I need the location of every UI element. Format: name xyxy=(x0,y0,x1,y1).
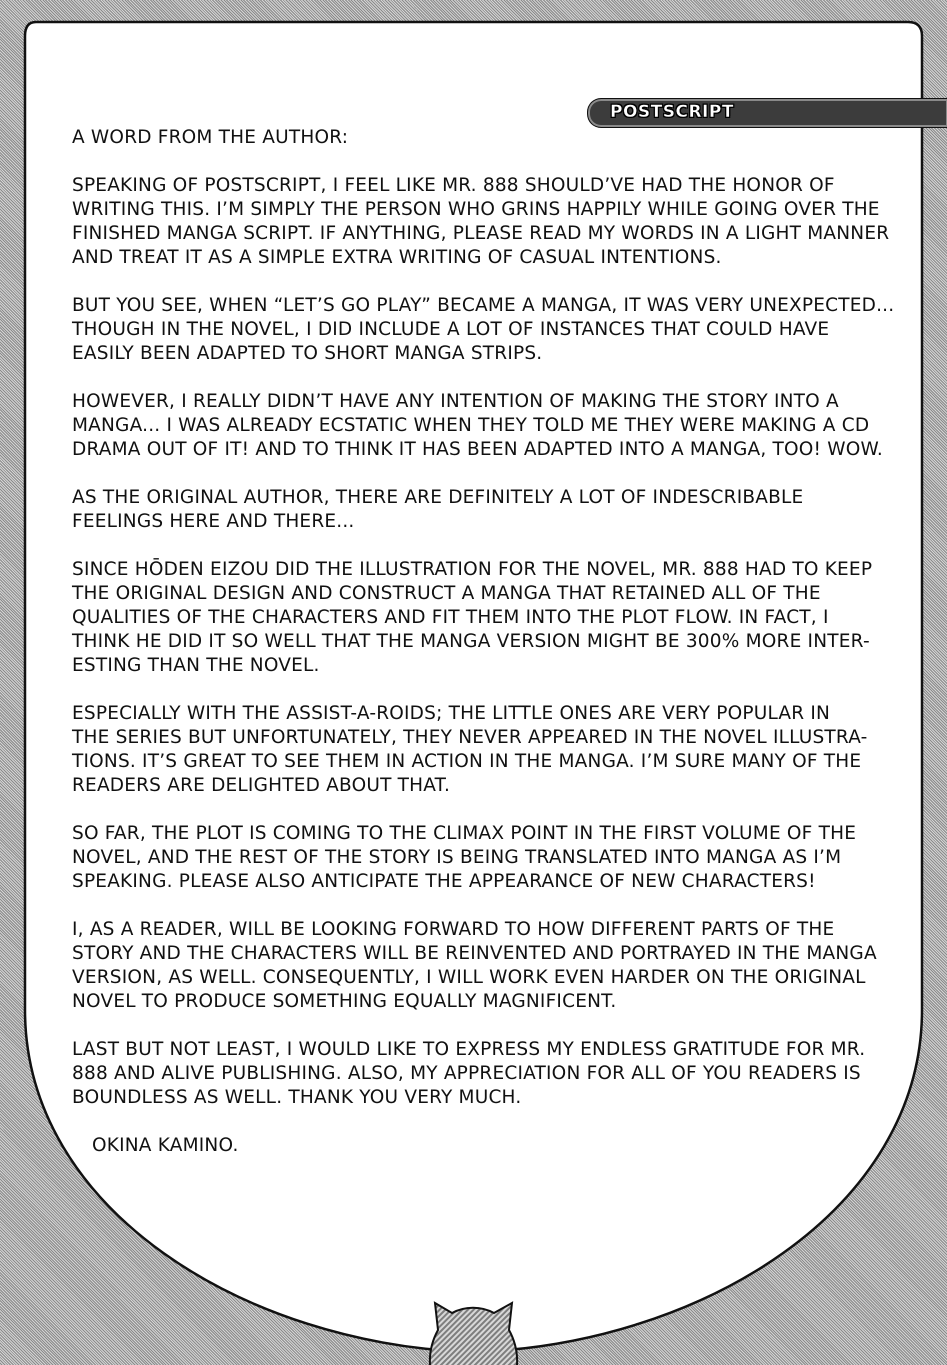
paragraph-line: ESPECIALLY WITH THE ASSIST-A-ROIDS; THE LITTLE ONES ARE VERY POPULAR IN xyxy=(72,703,831,724)
paragraph-line: EASILY BEEN ADAPTED TO SHORT MANGA STRIPS. xyxy=(72,343,543,364)
letter-paragraph xyxy=(72,174,902,270)
letter-paragraph xyxy=(72,558,902,678)
postscript-tab-label: POSTSCRIPT xyxy=(610,102,734,122)
cat-head-icon xyxy=(430,1303,517,1365)
paragraph-line: BOUNDLESS AS WELL. THANK YOU VERY MUCH. xyxy=(72,1087,522,1108)
letter-paragraph xyxy=(72,390,902,462)
paragraph-line: AS THE ORIGINAL AUTHOR, THERE ARE DEFINITELY A LOT OF INDESCRIBABLE xyxy=(72,487,804,508)
paragraph-line: VERSION, AS WELL. CONSEQUENTLY, I WILL WORK EVEN HARDER ON THE ORIGINAL xyxy=(72,967,866,988)
letter-greeting: A WORD FROM THE AUTHOR: xyxy=(72,127,349,148)
letter-paragraph xyxy=(72,294,902,366)
paragraph-line: 888 AND ALIVE PUBLISHING. ALSO, MY APPRECIATION FOR ALL OF YOU READERS IS xyxy=(72,1063,861,1084)
paragraph-line: SPEAKING. PLEASE ALSO ANTICIPATE THE APPEARANCE OF NEW CHARACTERS! xyxy=(72,871,816,892)
paragraph-line: AND TREAT IT AS A SIMPLE EXTRA WRITING OF CASUAL INTENTIONS. xyxy=(72,247,722,268)
letter-paragraph xyxy=(72,918,902,1014)
paragraph-line: THINK HE DID IT SO WELL THAT THE MANGA VERSION MIGHT BE 300% MORE INTER- xyxy=(72,631,870,652)
paragraph-line: QUALITIES OF THE CHARACTERS AND FIT THEM INTO THE PLOT FLOW. IN FACT, I xyxy=(72,607,829,628)
paragraph-line: HOWEVER, I REALLY DIDN’T HAVE ANY INTENTION OF MAKING THE STORY INTO A xyxy=(72,391,839,412)
paragraph-line: TIONS. IT’S GREAT TO SEE THEM IN ACTION IN THE MANGA. I’M SURE MANY OF THE xyxy=(72,751,862,772)
paragraph-line: DRAMA OUT OF IT! AND TO THINK IT HAS BEEN ADAPTED INTO A MANGA, TOO! WOW. xyxy=(72,439,883,460)
letter-paragraph xyxy=(72,1038,902,1110)
paragraph-line: STORY AND THE CHARACTERS WILL BE REINVENTED AND PORTRAYED IN THE MANGA xyxy=(72,943,877,964)
paragraph-line: SPEAKING OF POSTSCRIPT, I FEEL LIKE MR. 888 SHOULD’VE HAD THE HONOR OF xyxy=(72,175,835,196)
paragraph-line: MANGA... I WAS ALREADY ECSTATIC WHEN THEY TOLD ME THEY WERE MAKING A CD xyxy=(72,415,870,436)
paragraph-line: I, AS A READER, WILL BE LOOKING FORWARD TO HOW DIFFERENT PARTS OF THE xyxy=(72,919,835,940)
paragraph-line: WRITING THIS. I’M SIMPLY THE PERSON WHO GRINS HAPPILY WHILE GOING OVER THE xyxy=(72,199,880,220)
letter-paragraph xyxy=(72,702,902,798)
paragraph-line: THE ORIGINAL DESIGN AND CONSTRUCT A MANGA THAT RETAINED ALL OF THE xyxy=(72,583,821,604)
author-letter xyxy=(72,126,902,1158)
letter-paragraph xyxy=(72,822,902,894)
author-signature: OKINA KAMINO. xyxy=(92,1135,239,1156)
paragraph-line: THE SERIES BUT UNFORTUNATELY, THEY NEVER APPEARED IN THE NOVEL ILLUSTRA- xyxy=(72,727,868,748)
paragraph-line: FEELINGS HERE AND THERE... xyxy=(72,511,355,532)
paragraph-line: THOUGH IN THE NOVEL, I DID INCLUDE A LOT OF INSTANCES THAT COULD HAVE xyxy=(72,319,830,340)
paragraph-line: FINISHED MANGA SCRIPT. IF ANYTHING, PLEASE READ MY WORDS IN A LIGHT MANNER xyxy=(72,223,890,244)
paragraph-line: ESTING THAN THE NOVEL. xyxy=(72,655,320,676)
paragraph-line: BUT YOU SEE, WHEN “LET’S GO PLAY” BECAME A MANGA, IT WAS VERY UNEXPECTED... xyxy=(72,295,895,316)
paragraph-line: SO FAR, THE PLOT IS COMING TO THE CLIMAX POINT IN THE FIRST VOLUME OF THE xyxy=(72,823,857,844)
paragraph-line: NOVEL TO PRODUCE SOMETHING EQUALLY MAGNIFICENT. xyxy=(72,991,617,1012)
paragraph-line: NOVEL, AND THE REST OF THE STORY IS BEING TRANSLATED INTO MANGA AS I’M xyxy=(72,847,842,868)
letter-paragraph xyxy=(72,486,902,534)
paragraph-line: SINCE HŌDEN EIZOU DID THE ILLUSTRATION FOR THE NOVEL, MR. 888 HAD TO KEEP xyxy=(72,559,873,580)
postscript-tab xyxy=(587,98,947,128)
paragraph-line: LAST BUT NOT LEAST, I WOULD LIKE TO EXPRESS MY ENDLESS GRATITUDE FOR MR. xyxy=(72,1039,866,1060)
paragraph-line: READERS ARE DELIGHTED ABOUT THAT. xyxy=(72,775,451,796)
